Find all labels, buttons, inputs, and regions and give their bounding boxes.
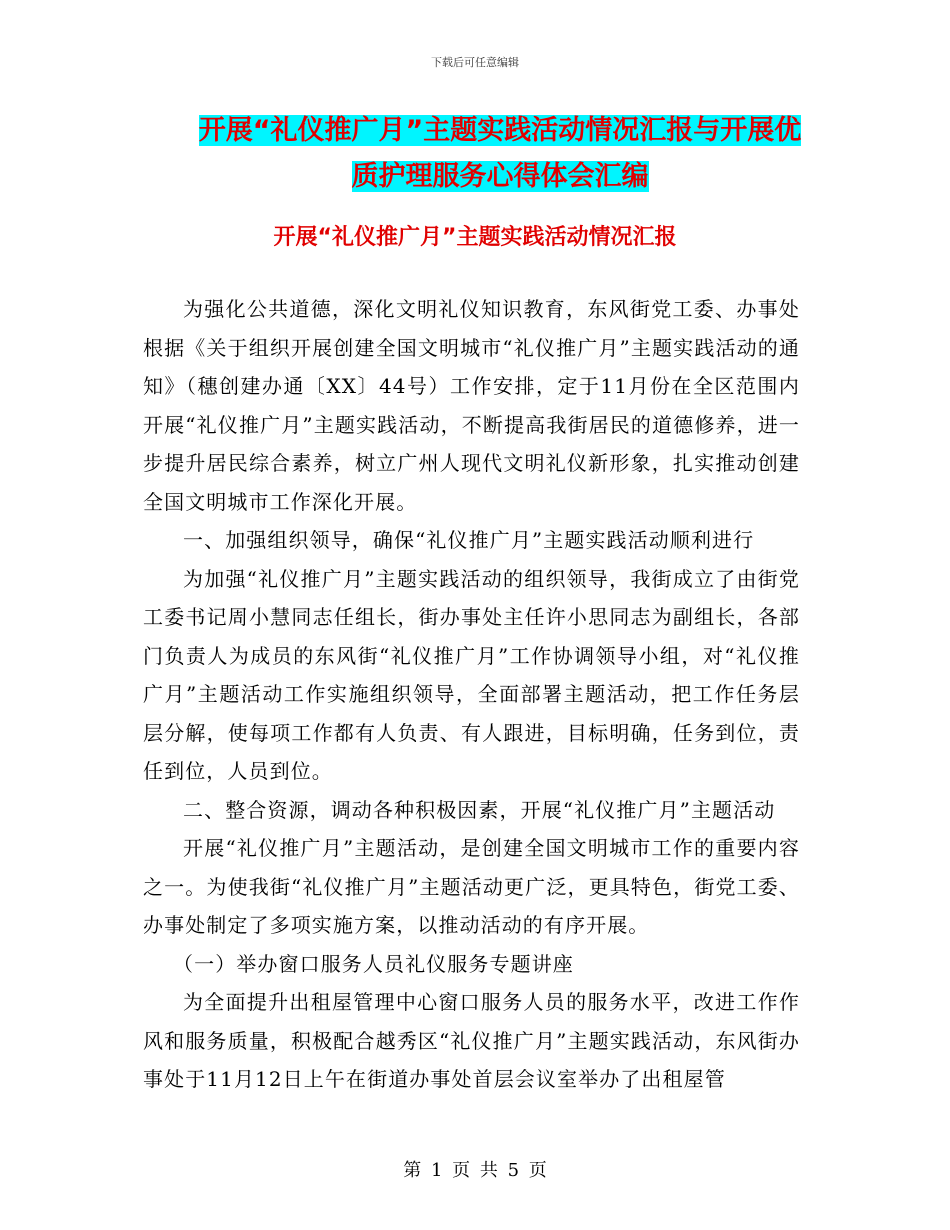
paragraph-section-1: 为加强“礼仪推广月”主题实践活动的组织领导，我街成立了由街党工委书记周小慧同志任组长，街办事处主任许小思同志为副组长，各部门负责人为成员的东风街“礼仪推广月”工作协调领导小组，对“礼仪推广月”主题活动工作实施组织领导，全面部署主题活动，把工作任务层层分解，使每项工作都有人负责、有人跟进，目标明确，任务到位，责任到位，人员到位。 [143,566,800,783]
paragraph-section-2: 开展“礼仪推广月”主题活动，是创建全国文明城市工作的重要内容之一。为使我街“礼仪推广月”主题活动更广泛，更具特色，街党工委、办事处制定了多项实施方案，以推动活动的有序开展。 [143,836,800,937]
paragraph-intro: 为强化公共道德，深化文明礼仪知识教育，东风街党工委、办事处根据《关于组织开展创建全国文明城市“礼仪推广月”主题实践活动的通知》（穗创建办通〔XX〕44号）工作安排，定于11月份在全区范围内开展“礼仪推广月”主题实践活动，不断提高我街居民的道德修养，进一步提升居民综合素养，树立广州人现代文明礼仪新形象，扎实推动创建全国文明城市工作深化开展。 [143,297,800,514]
header-note: 下载后可任意编辑 [431,56,519,69]
section-title: 开展“礼仪推广月”主题实践活动情况汇报 [273,225,677,250]
body-text [143,290,800,1099]
heading-subsection-1: （一）举办窗口服务人员礼仪服务专题讲座 [173,951,574,976]
heading-section-2: 二、整合资源，调动各种积极因素，开展“礼仪推广月”主题活动 [183,797,776,822]
document-title-line-2: 质护理服务心得体会汇编 [351,161,649,192]
heading-section-1: 一、加强组织领导，确保“礼仪推广月”主题实践活动顺利进行 [183,528,755,552]
paragraph-subsection-1: 为全面提升出租屋管理中心窗口服务人员的服务水平，改进工作作风和服务质量，积极配合越秀区“礼仪推广月”主题实践活动，东风街办事处于11月12日上午在街道办事处首层会议室举办了出租屋管 [143,990,800,1091]
document-title-line-1: 开展“礼仪推广月”主题实践活动情况汇报与开展优 [198,115,802,146]
page-footer: 第 1 页 共 5 页 [403,1160,547,1181]
document-title [170,108,830,200]
